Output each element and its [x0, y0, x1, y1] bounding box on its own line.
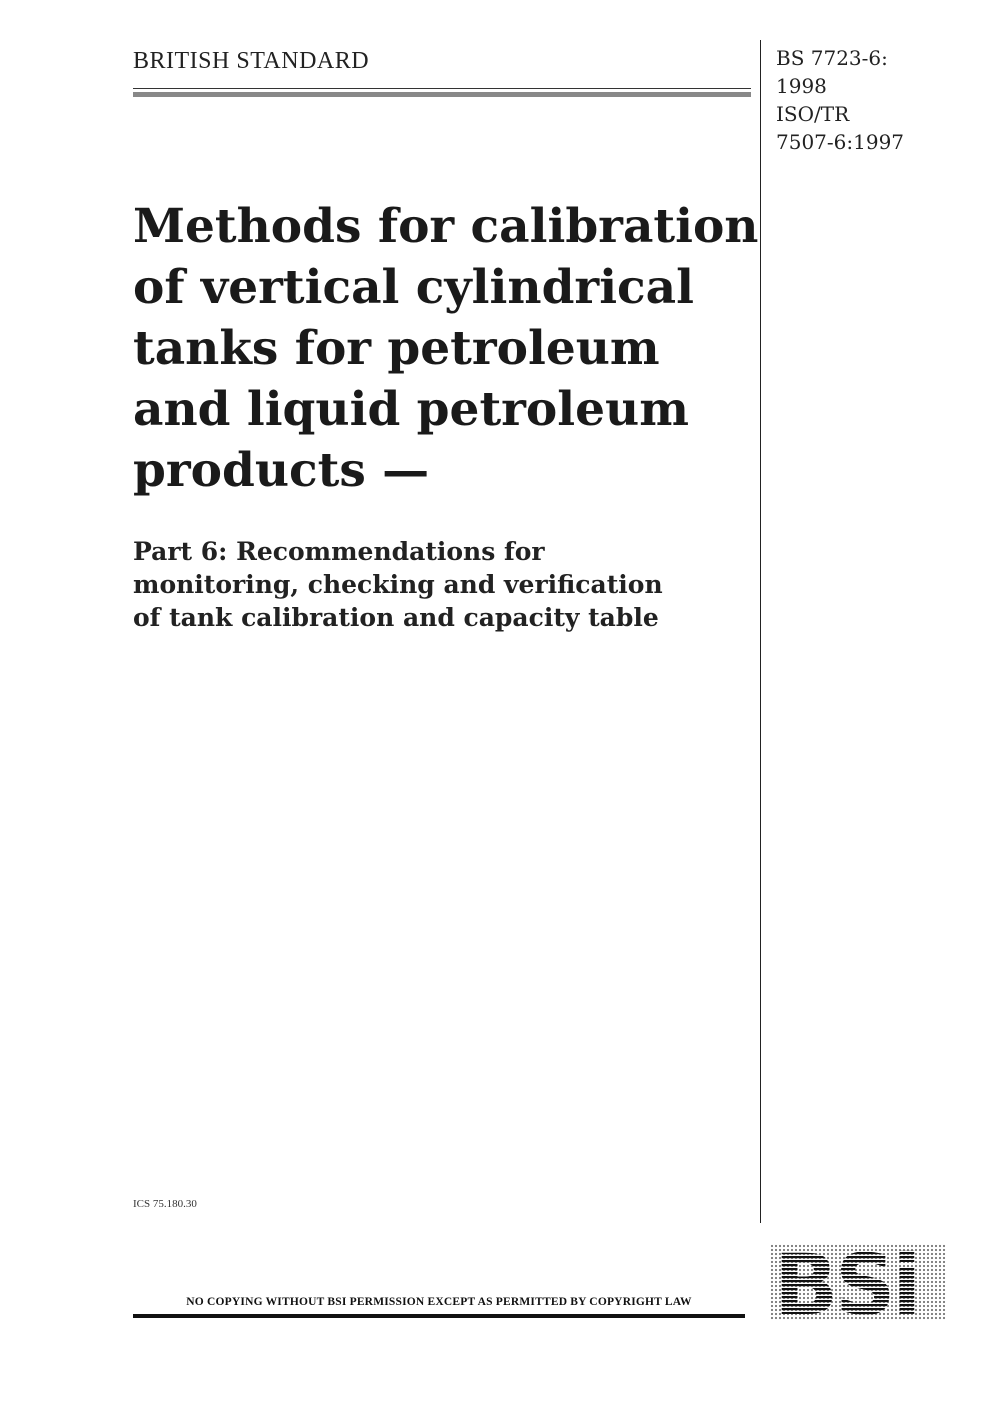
standard-references	[776, 44, 904, 156]
reference-line: ISO/TR	[776, 102, 850, 126]
bsi-logo-icon	[770, 1244, 946, 1320]
header-rule-thick	[133, 92, 751, 97]
copyright-notice: NO COPYING WITHOUT BSI PERMISSION EXCEPT AS PERMITTED BY COPYRIGHT LAW	[186, 1296, 692, 1308]
title-line: Methods for calibration	[133, 199, 759, 254]
vertical-divider	[760, 40, 761, 1223]
ics-code: ICS 75.180.30	[133, 1198, 197, 1210]
subtitle-line: of tank calibration and capacity table	[133, 603, 659, 632]
header-rule-thin	[133, 88, 751, 89]
logo-lettering: BSi	[774, 1244, 919, 1320]
reference-line: BS 7723-6:	[776, 46, 888, 70]
subtitle-line: Part 6: Recommendations for	[133, 537, 545, 566]
subtitle-line: monitoring, checking and verification	[133, 570, 663, 599]
reference-line: 7507-6:1997	[776, 130, 905, 154]
title-line: and liquid petroleum	[133, 382, 689, 437]
reference-line: 1998	[776, 74, 827, 98]
title-line: of vertical cylindrical	[133, 260, 694, 315]
document-title	[133, 196, 759, 501]
document-subtitle	[133, 535, 753, 634]
footer-rule	[133, 1314, 745, 1318]
series-label: BRITISH STANDARD	[133, 48, 370, 74]
title-line: products —	[133, 443, 430, 498]
title-line: tanks for petroleum	[133, 321, 660, 376]
